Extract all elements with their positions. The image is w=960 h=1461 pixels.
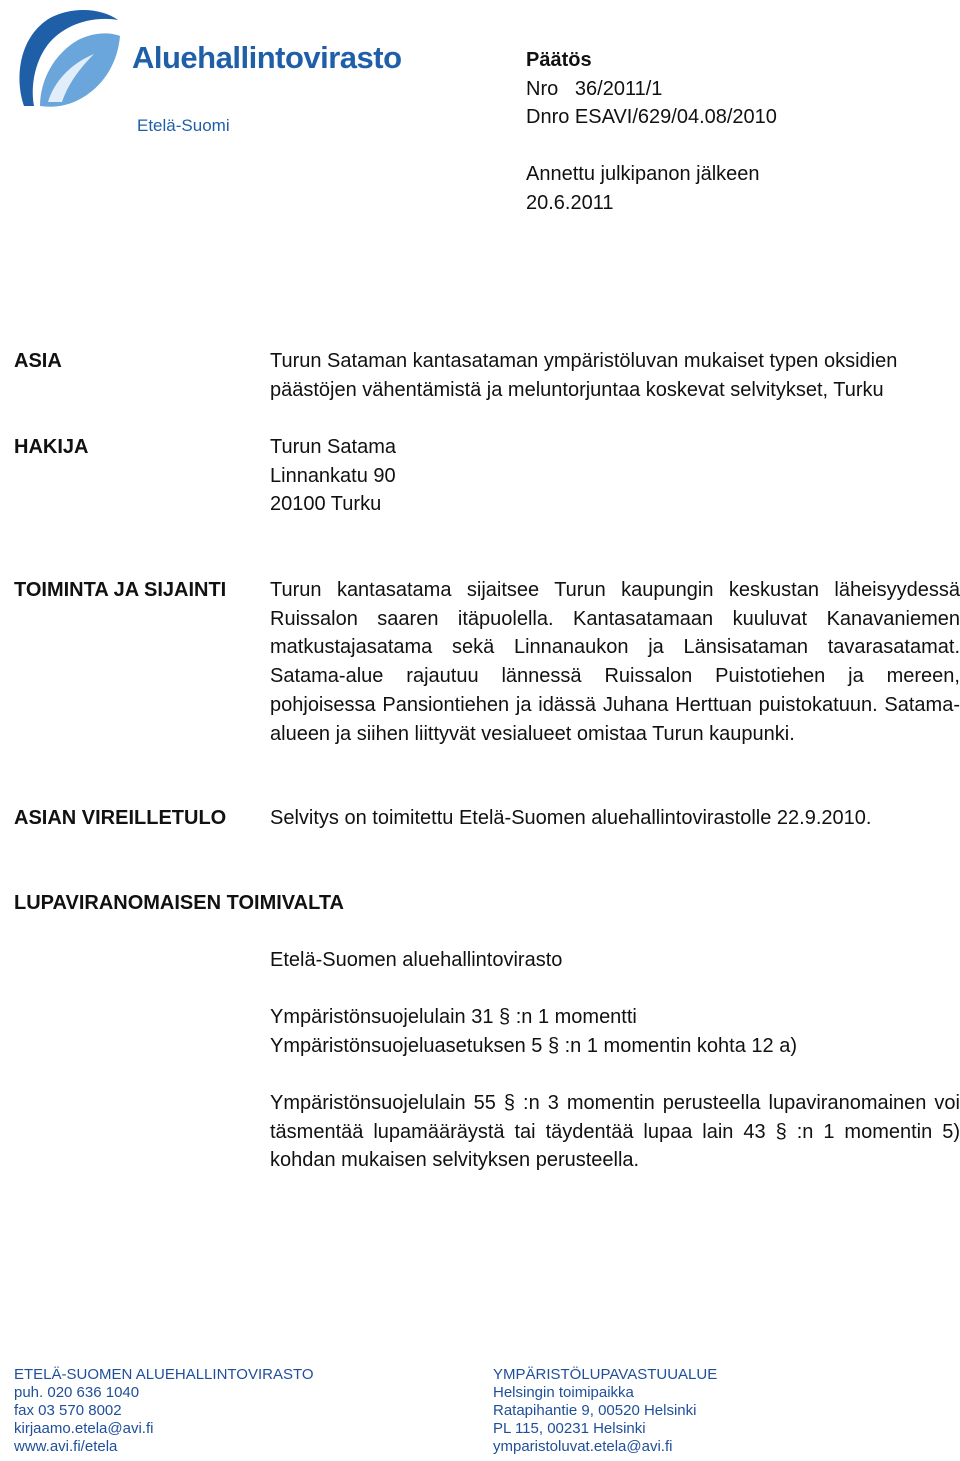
footer-unit-contact (493, 1366, 717, 1456)
footer-office: Helsingin toimipaikka (493, 1384, 634, 1401)
footer-unit-name: YMPÄRISTÖLUPAVASTUUALUE (493, 1366, 718, 1383)
toimivalta-basis (270, 1089, 960, 1175)
logo-wordmark: Aluehallintovirasto (132, 40, 402, 75)
footer-street-address: Ratapihantie 9, 00520 Helsinki (493, 1402, 697, 1419)
footer-agency-contact (14, 1366, 314, 1456)
section-label-hakija: HAKIJA (14, 436, 89, 458)
footer-unit-email[interactable]: ymparistoluvat.etela@avi.fi (493, 1438, 673, 1455)
applicant-postcode: 20100 Turku (270, 493, 382, 516)
document-type: Päätös (526, 49, 592, 71)
decision-meta (526, 46, 777, 217)
given-label: Annettu julkipanon jälkeen (526, 163, 760, 185)
toimivalta-laws (270, 1003, 960, 1060)
section-label-vireilletulo: ASIAN VIREILLETULO (14, 807, 227, 829)
decision-number: Nro 36/2011/1 (526, 77, 663, 100)
given-date: 20.6.2011 (526, 191, 614, 214)
footer-email[interactable]: kirjaamo.etela@avi.fi (14, 1420, 154, 1437)
footer-website[interactable]: www.avi.fi/etela (14, 1438, 118, 1455)
logo-region: Etelä-Suomi (137, 116, 230, 135)
applicant-name: Turun Satama (270, 436, 396, 458)
vireilletulo-text: Selvitys on toimitettu Etelä-Suomen aluehallintovirastolle 22.9.2010. (270, 807, 872, 829)
section-text-hakija (270, 433, 960, 519)
asia-text: Turun Sataman kantasataman ympäristöluvan mukaiset typen oksidien päästöjen vähentämistä ja meluntorjuntaa koskevat selvitykset, Turku (270, 350, 898, 401)
section-label-toimivalta: LUPAVIRANOMAISEN TOIMIVALTA (14, 892, 344, 914)
section-label-asia: ASIA (14, 350, 62, 372)
footer-fax: fax 03 570 8002 (14, 1402, 122, 1419)
footer-phone: puh. 020 636 1040 (14, 1384, 140, 1401)
law-reference-3: Ympäristönsuojelulain 55 § :n 3 momentin perusteella lupaviranomainen voi täsmentää lupamääräystä tai täydentää lupaa lain 43 § :n 1 momentin 5) kohdan mukaisen selvityksen perusteella. (270, 1092, 960, 1172)
footer-agency-name: ETELÄ-SUOMEN ALUEHALLINTOVIRASTO (14, 1366, 314, 1383)
aluehallintovirasto-logo-icon (10, 6, 122, 110)
diary-number: Dnro ESAVI/629/04.08/2010 (526, 106, 777, 128)
toimivalta-authority (270, 946, 960, 975)
section-text-asia (270, 347, 960, 404)
section-text-toiminta (270, 576, 960, 748)
footer-po-box: PL 115, 00231 Helsinki (493, 1420, 646, 1437)
toiminta-text: Turun kantasatama sijaitsee Turun kaupungin keskustan läheisyydessä Ruissalon saaren itäpuolella. Kantasatamaan kuuluvat Kanavaniemen matkustajasatama sekä Linnanaukon ja Länsisataman tavarasatamat. Satama-alue rajautuu lännessä Ruissalon Puistotiehen ja mereen, pohjoisessa Pansiontiehen ja idässä Juhana Herttuan puistokatuun. Satama-alueen ja siihen liittyvät vesialueet omistaa Turun kaupunki. (270, 579, 960, 745)
authority-name: Etelä-Suomen aluehallintovirasto (270, 949, 563, 971)
law-reference-2: Ympäristönsuojeluasetuksen 5 § :n 1 momentin kohta 12 a) (270, 1034, 797, 1057)
applicant-street: Linnankatu 90 (270, 464, 396, 487)
law-reference-1: Ympäristönsuojelulain 31 § :n 1 momentti (270, 1006, 637, 1028)
section-text-vireilletulo (270, 804, 960, 833)
section-label-toiminta: TOIMINTA JA SIJAINTI (14, 579, 227, 601)
